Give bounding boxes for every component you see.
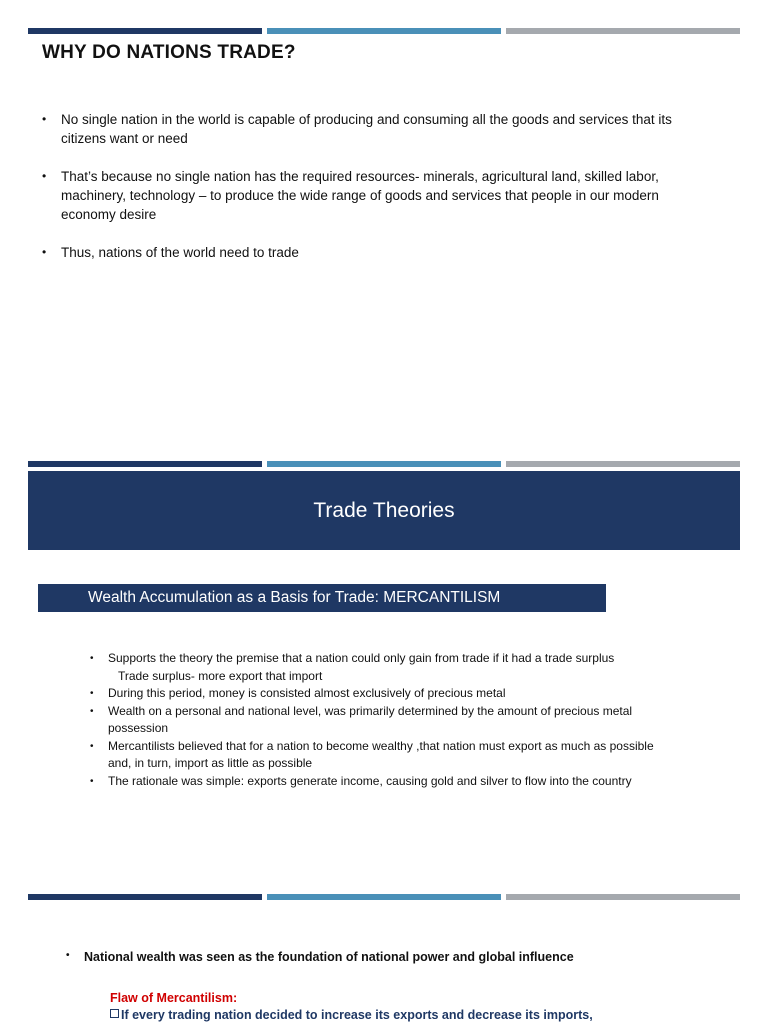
slide1-divider-navy: [28, 28, 262, 34]
slide1-bullet-list: [42, 110, 692, 281]
slide1-divider-gray: [506, 28, 740, 34]
slide2-sub-line: Trade surplus- more export that import: [118, 668, 323, 683]
slide2-bullet-list: [90, 650, 660, 790]
slide2-bullet: • Mercantilists believed that for a nation to become wealthy ,that nation must export as much as possible and, in turn, import as little as possible: [90, 738, 660, 773]
slide2-bullet: • The rationale was simple: exports generate income, causing gold and silver to flow into the country: [90, 773, 660, 791]
slide1-bullet: • Thus, nations of the world need to trade: [42, 243, 692, 262]
slide1-bullet: • That’s because no single nation has the required resources- minerals, agricultural land, skilled labor, machinery, technology – to produce the wide range of goods and services that people in our modern economy desire: [42, 167, 692, 224]
slide2-bullet: • During this period, money is consisted almost exclusively of precious metal: [90, 685, 660, 703]
flaw-item: [110, 1008, 593, 1022]
slide2-bullet: • Supports the theory the premise that a nation could only gain from trade if it had a trade surplus: [90, 650, 660, 668]
slide1-divider-blue: [267, 28, 501, 34]
slide3-divider-blue: [267, 894, 501, 900]
slide1-bullet: • No single nation in the world is capable of producing and consuming all the goods and services that its citizens want or need: [42, 110, 692, 148]
subtitle-banner: [38, 584, 606, 612]
subtitle-text: Wealth Accumulation as a Basis for Trade: MERCANTILISM: [88, 589, 501, 606]
slide2-divider-gray: [506, 461, 740, 467]
flaw-item-text: If every trading nation decided to increase its exports and decrease its imports,: [121, 1008, 593, 1022]
slide1-title: WHY DO NATIONS TRADE?: [42, 42, 296, 63]
checkbox-bullet-icon: [110, 1009, 119, 1018]
flaw-label: Flaw of Mercantilism:: [110, 991, 238, 1005]
banner-title: Trade Theories: [313, 498, 455, 522]
slide2-divider-blue: [267, 461, 501, 467]
slide2-bullet: • Wealth on a personal and national level, was primarily determined by the amount of precious metal possession: [90, 703, 660, 738]
section-banner: [28, 471, 740, 550]
slide3-bullet: • National wealth was seen as the foundation of national power and global influence: [66, 950, 574, 964]
slide3-divider-gray: [506, 894, 740, 900]
slide3-divider-navy: [28, 894, 262, 900]
slide2-divider-navy: [28, 461, 262, 467]
